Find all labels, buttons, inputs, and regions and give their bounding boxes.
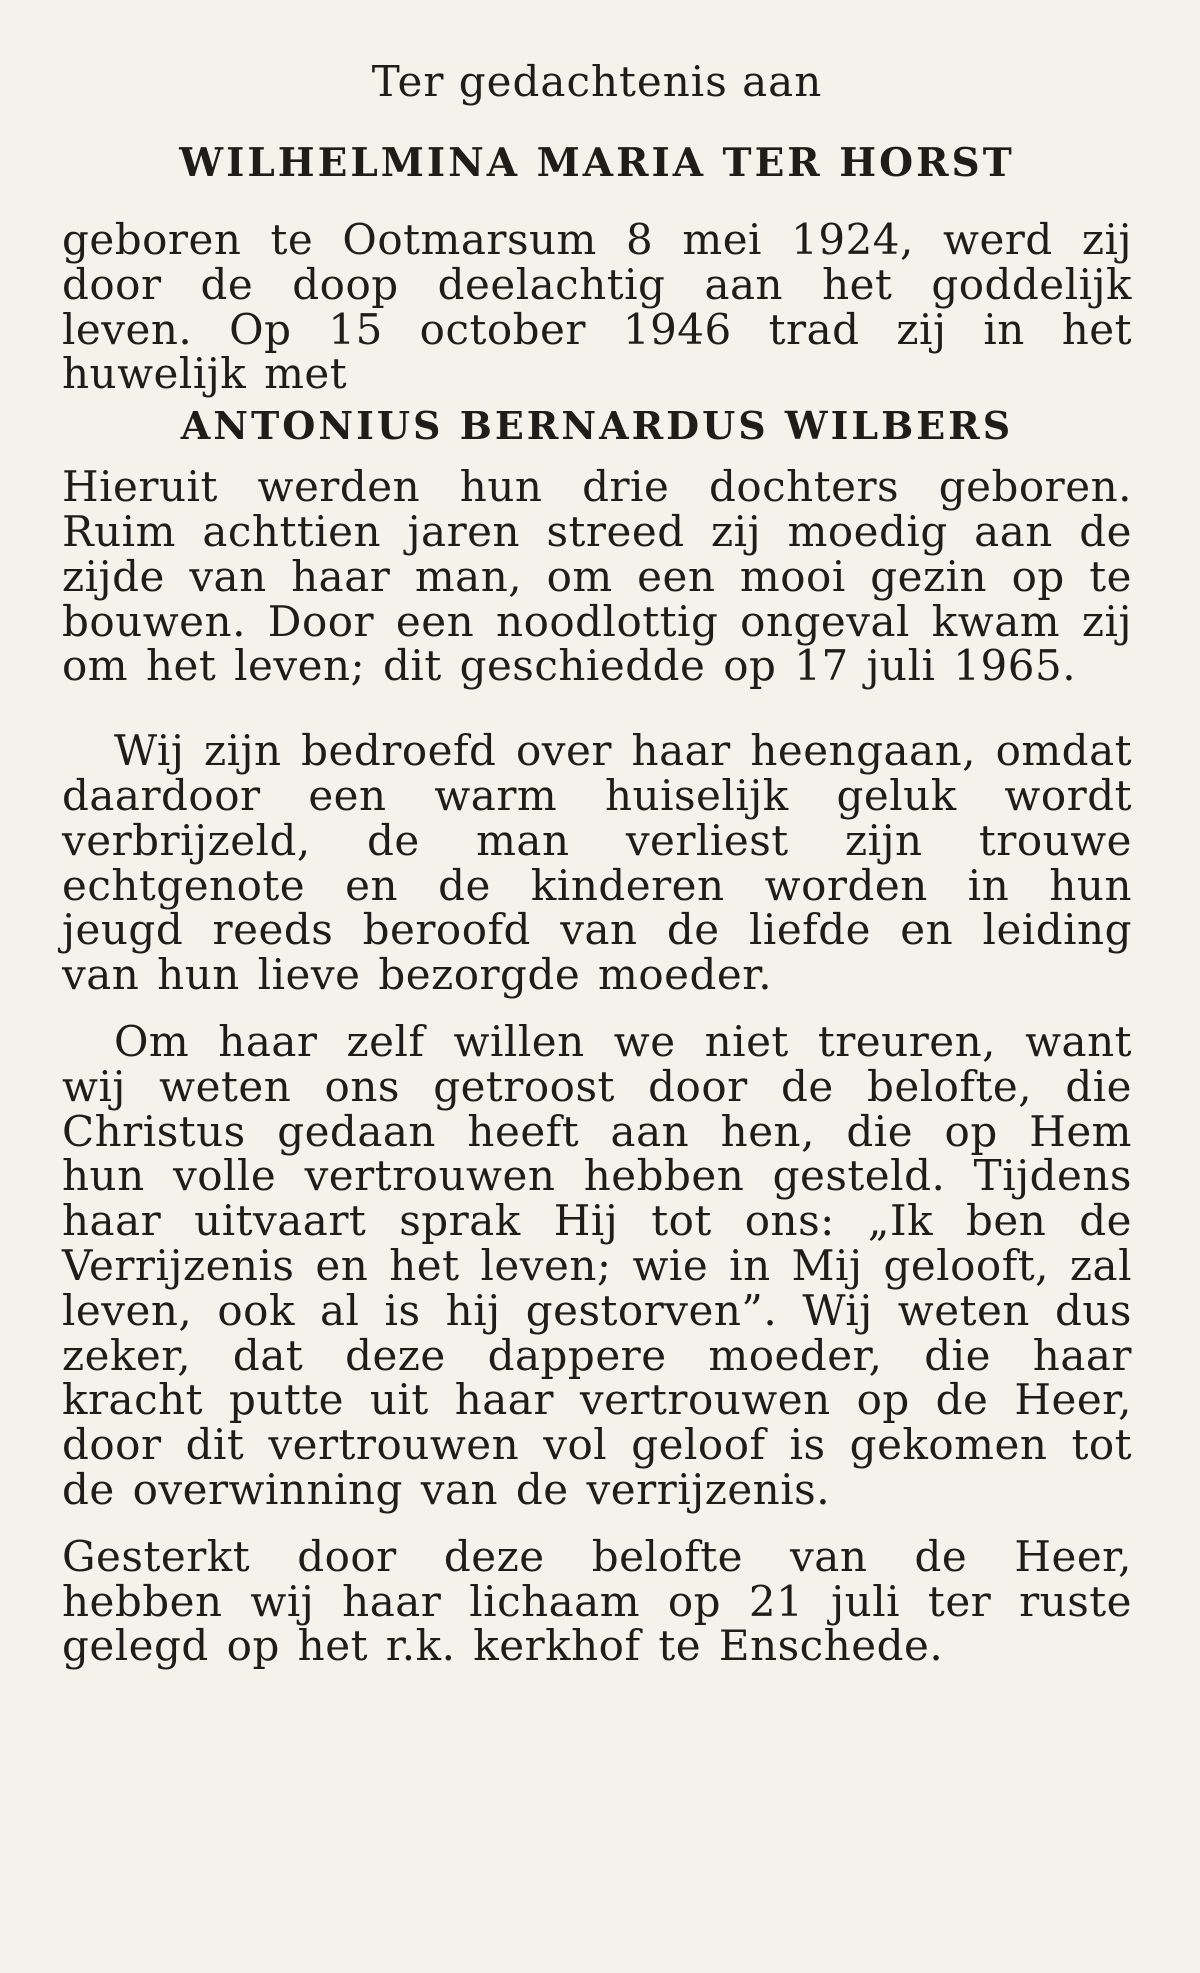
burial-paragraph: Gesterkt door deze belofte van de Heer, hebben wij haar lichaam op 21 juli ter ruste gelegd op het r.k. kerkhof te Enschede. — [62, 1531, 1132, 1671]
faith-paragraph: Om haar zelf willen we niet treuren, want wij weten ons getroost door de belofte, die Christus gedaan heeft aan hen, die op Hem hun volle vertrouwen hebben gesteld. Tijdens haar uitvaart sprak Hij tot ons: „Ik ben de Verrijzenis en het leven; wie in Mij gelooft, zal leven, ook al is hij gestorven”. Wij weten dus zeker, dat deze dappere moeder, die haar kracht putte uit haar vertrouwen op de Heer, door dit vertrouwen vol geloof is gekomen tot de overwinning van de verrijzenis. — [62, 1016, 1132, 1514]
grief-paragraph: Wij zijn bedroefd over haar heengaan, omdat daardoor een warm huiselijk geluk wordt verbrijzeld, de man verliest zijn trouwe echtgenote en de kinderen worden in hun jeugd reeds beroofd van de liefde en leiding van hun lieve bezorgde moeder. — [62, 726, 1132, 1000]
intro-line: Ter gedachtenis aan — [371, 57, 823, 106]
spouse-name: ANTONIUS BERNARDUS WILBERS — [180, 403, 1014, 449]
deceased-name: WILHELMINA MARIA TER HORST — [179, 140, 1015, 186]
family-death-paragraph: Hieruit werden hun drie dochters geboren. Ruim achttien jaren streed zij moedig aan de zijde van haar man, om een mooi gezin op te bouwen. Door een noodlottig ongeval kwam zij om het leven; dit geschiedde op 17 juli 1965. — [62, 462, 1132, 691]
birth-marriage-paragraph: geboren te Ootmarsum 8 mei 1924, werd zij door de doop deelachtig aan het goddelijk leven. Op 15 october 1946 trad zij in het huwelijk met — [62, 215, 1132, 399]
